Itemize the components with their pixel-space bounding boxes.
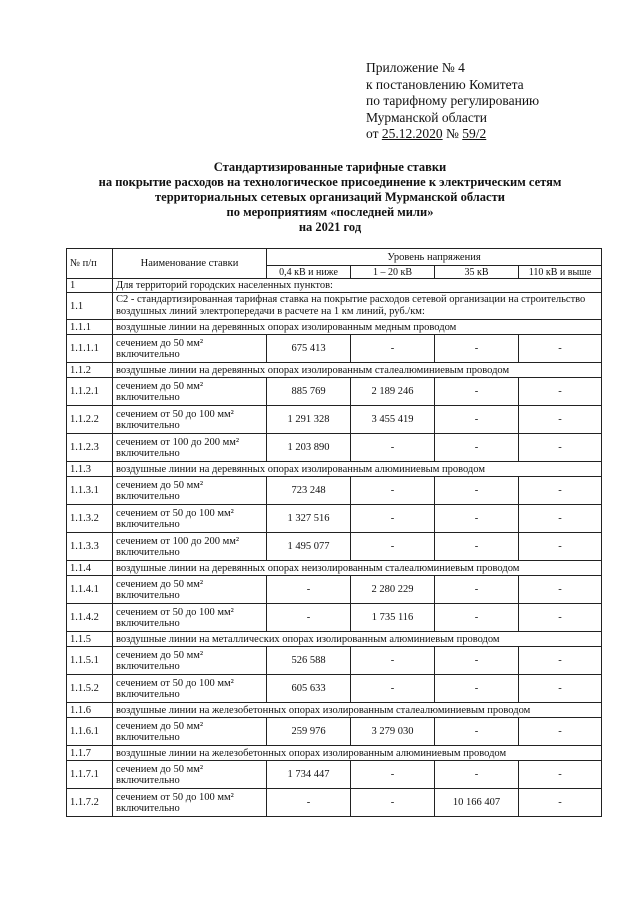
table-row: [67, 561, 602, 576]
row-num: 1.1.6.1: [67, 718, 113, 746]
table-row: [67, 718, 602, 746]
value-04kv: -: [267, 789, 351, 817]
value-1-20kv: 2 189 246: [351, 378, 435, 406]
value-04kv: 1 734 447: [267, 761, 351, 789]
table-row: [67, 675, 602, 703]
table-row: [67, 703, 602, 718]
document-title: [60, 160, 600, 235]
appendix-line: Мурманской области: [366, 109, 487, 125]
value-35kv: -: [435, 576, 519, 604]
appendix-line: Приложение № 4: [366, 60, 465, 75]
row-num: 1.1.5.2: [67, 675, 113, 703]
row-num: 1.1.5.1: [67, 647, 113, 675]
table-row: [67, 378, 602, 406]
title-line: по мероприятиям «последней мили»: [226, 205, 434, 219]
row-name: сечением до 50 мм² включительно: [113, 576, 267, 604]
table-row: [67, 533, 602, 561]
row-name: сечением до 50 мм² включительно: [113, 477, 267, 505]
row-section-text: воздушные линии на металлических опорах изолированным алюминиевым проводом: [113, 632, 602, 647]
value-110kv: -: [519, 718, 602, 746]
value-35kv: -: [435, 378, 519, 406]
row-name: сечением до 50 мм² включительно: [113, 335, 267, 363]
value-04kv: 675 413: [267, 335, 351, 363]
value-110kv: -: [519, 576, 602, 604]
value-04kv: -: [267, 576, 351, 604]
table-row: [67, 604, 602, 632]
row-name: сечением от 50 до 100 мм² включительно: [113, 675, 267, 703]
value-110kv: -: [519, 533, 602, 561]
value-110kv: -: [519, 505, 602, 533]
value-1-20kv: -: [351, 675, 435, 703]
row-num: 1.1.1: [67, 320, 113, 335]
row-num: 1.1.6: [67, 703, 113, 718]
row-num: 1.1.7.1: [67, 761, 113, 789]
value-35kv: -: [435, 675, 519, 703]
row-section-text: воздушные линии на деревянных опорах неизолированным сталеалюминиевым проводом: [113, 561, 602, 576]
appendix-date: 25.12.2020: [381, 126, 443, 141]
table-row: [67, 647, 602, 675]
row-num: 1.1.7.2: [67, 789, 113, 817]
value-1-20kv: 2 280 229: [351, 576, 435, 604]
table-row: [67, 279, 602, 293]
value-110kv: -: [519, 604, 602, 632]
row-section-text: воздушные линии на деревянных опорах изолированным медным проводом: [113, 320, 602, 335]
value-110kv: -: [519, 675, 602, 703]
appendix-date-line: [366, 126, 539, 143]
value-110kv: -: [519, 647, 602, 675]
row-section-text: воздушные линии на деревянных опорах изолированным алюминиевым проводом: [113, 462, 602, 477]
table-row: [67, 320, 602, 335]
row-num: 1.1.7: [67, 746, 113, 761]
value-35kv: 10 166 407: [435, 789, 519, 817]
value-04kv: -: [267, 604, 351, 632]
table-row: [67, 789, 602, 817]
row-name: сечением от 50 до 100 мм² включительно: [113, 604, 267, 632]
title-line: территориальных сетевых организаций Мурманской области: [155, 190, 505, 204]
value-35kv: -: [435, 406, 519, 434]
title-line: на 2021 год: [298, 220, 362, 234]
value-1-20kv: -: [351, 647, 435, 675]
table-row: [67, 363, 602, 378]
value-35kv: -: [435, 647, 519, 675]
value-35kv: -: [435, 718, 519, 746]
value-35kv: -: [435, 533, 519, 561]
value-110kv: -: [519, 761, 602, 789]
appendix-number: 59/2: [462, 126, 487, 141]
row-num: 1.1.2.1: [67, 378, 113, 406]
table-row: [67, 335, 602, 363]
row-num: 1.1.4.1: [67, 576, 113, 604]
row-section-text: воздушные линии на железобетонных опорах изолированным алюминиевым проводом: [113, 746, 602, 761]
value-04kv: 1 327 516: [267, 505, 351, 533]
row-name: сечением до 50 мм² включительно: [113, 761, 267, 789]
value-1-20kv: 3 455 419: [351, 406, 435, 434]
row-num: 1.1.3.2: [67, 505, 113, 533]
value-110kv: -: [519, 477, 602, 505]
value-1-20kv: 3 279 030: [351, 718, 435, 746]
table-row: [67, 746, 602, 761]
value-110kv: -: [519, 378, 602, 406]
row-num: 1.1.4.2: [67, 604, 113, 632]
value-04kv: 1 495 077: [267, 533, 351, 561]
value-04kv: 885 769: [267, 378, 351, 406]
row-num: 1.1.2: [67, 363, 113, 378]
value-04kv: 1 203 890: [267, 434, 351, 462]
value-1-20kv: -: [351, 533, 435, 561]
header-voltage-level: Уровень напряжения: [267, 249, 602, 266]
appendix-date-prefix: от: [366, 126, 382, 141]
table-header-row: [67, 249, 602, 266]
table-row: [67, 761, 602, 789]
header-name: Наименование ставки: [113, 249, 267, 279]
row-name: сечением до 50 мм² включительно: [113, 718, 267, 746]
header-level-04: 0,4 кВ и ниже: [267, 266, 351, 279]
value-1-20kv: -: [351, 477, 435, 505]
row-num: 1: [67, 279, 113, 293]
table-row: [67, 632, 602, 647]
row-section-text: С2 - стандартизированная тарифная ставка на покрытие расходов сетевой организации на строительство воздушных линий электропередачи в расчете на 1 км линий, руб./км:: [113, 293, 602, 320]
value-04kv: 723 248: [267, 477, 351, 505]
table-row: [67, 406, 602, 434]
table-row: [67, 477, 602, 505]
title-line: Стандартизированные тарифные ставки: [213, 160, 447, 174]
header-level-1-20: 1 – 20 кВ: [351, 266, 435, 279]
row-num: 1.1.3.3: [67, 533, 113, 561]
rates-table: [66, 248, 602, 817]
row-num: 1.1.3: [67, 462, 113, 477]
row-name: сечением до 50 мм² включительно: [113, 378, 267, 406]
row-num: 1.1.5: [67, 632, 113, 647]
value-1-20kv: -: [351, 789, 435, 817]
value-110kv: -: [519, 789, 602, 817]
title-line: на покрытие расходов на технологическое присоединение к электрическим сетям: [98, 175, 562, 189]
header-level-35: 35 кВ: [435, 266, 519, 279]
header-level-110: 110 кВ и выше: [519, 266, 602, 279]
value-1-20kv: -: [351, 434, 435, 462]
row-section-text: Для территорий городских населенных пунктов:: [113, 279, 602, 293]
row-num: 1.1.3.1: [67, 477, 113, 505]
row-section-text: воздушные линии на железобетонных опорах изолированным сталеалюминиевым проводом: [113, 703, 602, 718]
value-35kv: -: [435, 761, 519, 789]
table-row: [67, 434, 602, 462]
row-num: 1.1.2.3: [67, 434, 113, 462]
appendix-line: по тарифному регулированию: [366, 93, 540, 108]
row-name: сечением от 50 до 100 мм² включительно: [113, 789, 267, 817]
value-110kv: -: [519, 434, 602, 462]
row-num: 1.1.1.1: [67, 335, 113, 363]
appendix-line: к постановлению Комитета: [366, 76, 524, 92]
value-110kv: -: [519, 406, 602, 434]
value-1-20kv: -: [351, 761, 435, 789]
table-row: [67, 505, 602, 533]
row-name: сечением до 50 мм² включительно: [113, 647, 267, 675]
value-35kv: -: [435, 434, 519, 462]
appendix-block: [366, 60, 539, 143]
value-04kv: 259 976: [267, 718, 351, 746]
row-num: 1.1.4: [67, 561, 113, 576]
row-num: 1.1: [67, 293, 113, 320]
row-name: сечением от 50 до 100 мм² включительно: [113, 406, 267, 434]
value-1-20kv: 1 735 116: [351, 604, 435, 632]
value-1-20kv: -: [351, 335, 435, 363]
value-110kv: -: [519, 335, 602, 363]
value-35kv: -: [435, 335, 519, 363]
header-num: № п/п: [67, 249, 113, 279]
value-04kv: 605 633: [267, 675, 351, 703]
value-35kv: -: [435, 604, 519, 632]
row-num: 1.1.2.2: [67, 406, 113, 434]
value-04kv: 526 588: [267, 647, 351, 675]
row-name: сечением от 50 до 100 мм² включительно: [113, 505, 267, 533]
row-name: сечением от 100 до 200 мм² включительно: [113, 434, 267, 462]
value-04kv: 1 291 328: [267, 406, 351, 434]
value-35kv: -: [435, 477, 519, 505]
table-row: [67, 462, 602, 477]
value-1-20kv: -: [351, 505, 435, 533]
value-35kv: -: [435, 505, 519, 533]
table-row: [67, 576, 602, 604]
row-name: сечением от 100 до 200 мм² включительно: [113, 533, 267, 561]
row-section-text: воздушные линии на деревянных опорах изолированным сталеалюминиевым проводом: [113, 363, 602, 378]
table-row: [67, 293, 602, 320]
appendix-number-sign: №: [442, 126, 463, 141]
